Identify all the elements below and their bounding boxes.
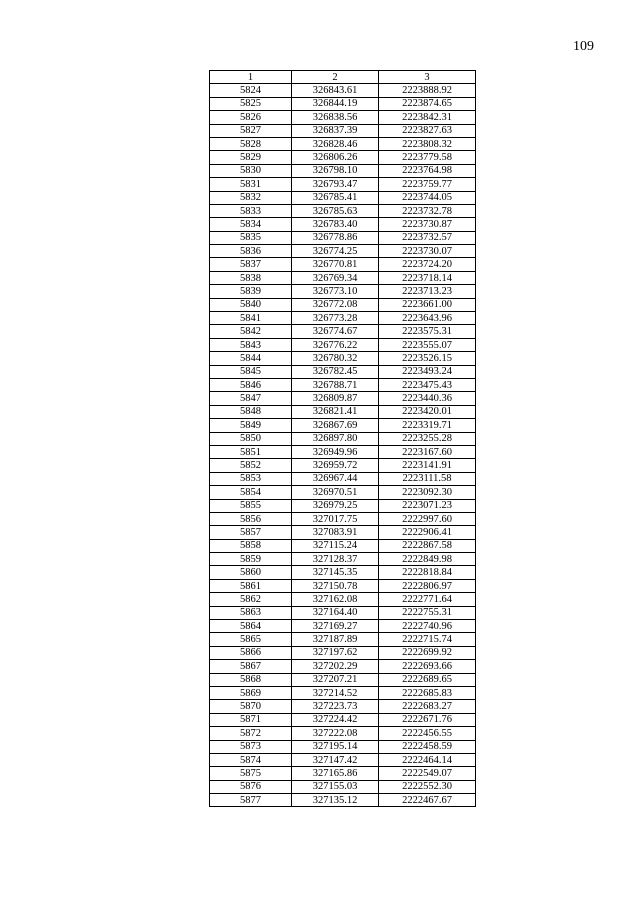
x-coordinate-cell: 326774.67: [292, 325, 379, 338]
table-row: [210, 740, 476, 753]
table-row: [210, 539, 476, 552]
table-row: [210, 137, 476, 150]
x-coordinate-cell: 327150.78: [292, 579, 379, 592]
x-coordinate-cell: 326788.71: [292, 378, 379, 391]
table-row: [210, 512, 476, 525]
table-row: [210, 767, 476, 780]
table-row: [210, 151, 476, 164]
table-row: [210, 245, 476, 258]
x-coordinate-cell: 327214.52: [292, 686, 379, 699]
y-coordinate-cell: 2223661.00: [379, 298, 476, 311]
x-coordinate-cell: 326897.80: [292, 432, 379, 445]
table-row: [210, 486, 476, 499]
x-coordinate-cell: 327145.35: [292, 566, 379, 579]
point-number-cell: 5856: [210, 512, 292, 525]
y-coordinate-cell: 2223111.58: [379, 472, 476, 485]
y-coordinate-cell: 2222552.30: [379, 780, 476, 793]
point-number-cell: 5873: [210, 740, 292, 753]
point-number-cell: 5857: [210, 526, 292, 539]
y-coordinate-cell: 2223718.14: [379, 271, 476, 284]
table-row: [210, 164, 476, 177]
y-coordinate-cell: 2223255.28: [379, 432, 476, 445]
y-coordinate-cell: 2223888.92: [379, 84, 476, 97]
x-coordinate-cell: 327164.40: [292, 606, 379, 619]
coordinates-table: [209, 70, 476, 807]
table-row: [210, 258, 476, 271]
point-number-cell: 5831: [210, 178, 292, 191]
point-number-cell: 5875: [210, 767, 292, 780]
x-coordinate-cell: 327169.27: [292, 620, 379, 633]
point-number-cell: 5849: [210, 419, 292, 432]
table-row: [210, 231, 476, 244]
column-header-2: 2: [292, 71, 379, 84]
table-row: [210, 606, 476, 619]
table-row: [210, 459, 476, 472]
point-number-cell: 5840: [210, 298, 292, 311]
table-row: [210, 646, 476, 659]
point-number-cell: 5847: [210, 392, 292, 405]
y-coordinate-cell: 2222683.27: [379, 700, 476, 713]
y-coordinate-cell: 2222464.14: [379, 753, 476, 766]
x-coordinate-cell: 326780.32: [292, 352, 379, 365]
y-coordinate-cell: 2223555.07: [379, 338, 476, 351]
table-row: [210, 271, 476, 284]
point-number-cell: 5864: [210, 620, 292, 633]
table-row: [210, 325, 476, 338]
x-coordinate-cell: 326798.10: [292, 164, 379, 177]
table-row: [210, 499, 476, 512]
y-coordinate-cell: 2223732.57: [379, 231, 476, 244]
x-coordinate-cell: 326979.25: [292, 499, 379, 512]
point-number-cell: 5858: [210, 539, 292, 552]
x-coordinate-cell: 327128.37: [292, 553, 379, 566]
table-row: [210, 553, 476, 566]
point-number-cell: 5830: [210, 164, 292, 177]
x-coordinate-cell: 326793.47: [292, 178, 379, 191]
y-coordinate-cell: 2222715.74: [379, 633, 476, 646]
point-number-cell: 5874: [210, 753, 292, 766]
point-number-cell: 5832: [210, 191, 292, 204]
x-coordinate-cell: 327017.75: [292, 512, 379, 525]
point-number-cell: 5841: [210, 312, 292, 325]
point-number-cell: 5829: [210, 151, 292, 164]
y-coordinate-cell: 2223643.96: [379, 312, 476, 325]
x-coordinate-cell: 327222.08: [292, 727, 379, 740]
x-coordinate-cell: 327147.42: [292, 753, 379, 766]
point-number-cell: 5877: [210, 794, 292, 807]
table-row: [210, 392, 476, 405]
table-header: [210, 71, 476, 84]
x-coordinate-cell: 326769.34: [292, 271, 379, 284]
table-row: [210, 365, 476, 378]
x-coordinate-cell: 326774.25: [292, 245, 379, 258]
table-row: [210, 204, 476, 217]
header-row: [210, 71, 476, 84]
x-coordinate-cell: 326785.63: [292, 204, 379, 217]
point-number-cell: 5863: [210, 606, 292, 619]
point-number-cell: 5836: [210, 245, 292, 258]
y-coordinate-cell: 2222456.55: [379, 727, 476, 740]
x-coordinate-cell: 326809.87: [292, 392, 379, 405]
y-coordinate-cell: 2223575.31: [379, 325, 476, 338]
y-coordinate-cell: 2223744.05: [379, 191, 476, 204]
x-coordinate-cell: 327207.21: [292, 673, 379, 686]
y-coordinate-cell: 2222689.65: [379, 673, 476, 686]
point-number-cell: 5842: [210, 325, 292, 338]
table-row: [210, 660, 476, 673]
y-coordinate-cell: 2222849.98: [379, 553, 476, 566]
x-coordinate-cell: 326773.28: [292, 312, 379, 325]
y-coordinate-cell: 2222755.31: [379, 606, 476, 619]
x-coordinate-cell: 326778.86: [292, 231, 379, 244]
table-row: [210, 579, 476, 592]
point-number-cell: 5845: [210, 365, 292, 378]
table-row: [210, 84, 476, 97]
table-row: [210, 794, 476, 807]
point-number-cell: 5843: [210, 338, 292, 351]
x-coordinate-cell: 326770.81: [292, 258, 379, 271]
y-coordinate-cell: 2223730.07: [379, 245, 476, 258]
point-number-cell: 5851: [210, 445, 292, 458]
table-row: [210, 378, 476, 391]
x-coordinate-cell: 327135.12: [292, 794, 379, 807]
y-coordinate-cell: 2222549.07: [379, 767, 476, 780]
point-number-cell: 5861: [210, 579, 292, 592]
table-row: [210, 686, 476, 699]
table-row: [210, 753, 476, 766]
table-row: [210, 312, 476, 325]
point-number-cell: 5838: [210, 271, 292, 284]
table-row: [210, 432, 476, 445]
y-coordinate-cell: 2222867.58: [379, 539, 476, 552]
x-coordinate-cell: 327165.86: [292, 767, 379, 780]
y-coordinate-cell: 2223167.60: [379, 445, 476, 458]
y-coordinate-cell: 2222771.64: [379, 593, 476, 606]
y-coordinate-cell: 2223759.77: [379, 178, 476, 191]
y-coordinate-cell: 2222740.96: [379, 620, 476, 633]
x-coordinate-cell: 327115.24: [292, 539, 379, 552]
y-coordinate-cell: 2222818.84: [379, 566, 476, 579]
y-coordinate-cell: 2223475.43: [379, 378, 476, 391]
x-coordinate-cell: 326828.46: [292, 137, 379, 150]
y-coordinate-cell: 2223071.23: [379, 499, 476, 512]
table-row: [210, 338, 476, 351]
point-number-cell: 5850: [210, 432, 292, 445]
column-header-3: 3: [379, 71, 476, 84]
point-number-cell: 5828: [210, 137, 292, 150]
point-number-cell: 5848: [210, 405, 292, 418]
page-number: 109: [573, 39, 594, 54]
point-number-cell: 5867: [210, 660, 292, 673]
x-coordinate-cell: 327083.91: [292, 526, 379, 539]
y-coordinate-cell: 2223779.58: [379, 151, 476, 164]
table-row: [210, 285, 476, 298]
x-coordinate-cell: 327162.08: [292, 593, 379, 606]
x-coordinate-cell: 326837.39: [292, 124, 379, 137]
table-row: [210, 111, 476, 124]
y-coordinate-cell: 2223732.78: [379, 204, 476, 217]
point-number-cell: 5839: [210, 285, 292, 298]
point-number-cell: 5834: [210, 218, 292, 231]
x-coordinate-cell: 326776.22: [292, 338, 379, 351]
table-row: [210, 419, 476, 432]
point-number-cell: 5855: [210, 499, 292, 512]
point-number-cell: 5825: [210, 97, 292, 110]
y-coordinate-cell: 2223874.65: [379, 97, 476, 110]
table-row: [210, 673, 476, 686]
x-coordinate-cell: 326967.44: [292, 472, 379, 485]
point-number-cell: 5869: [210, 686, 292, 699]
table-row: [210, 566, 476, 579]
table-row: [210, 445, 476, 458]
x-coordinate-cell: 326783.40: [292, 218, 379, 231]
table-body: [210, 84, 476, 807]
point-number-cell: 5837: [210, 258, 292, 271]
y-coordinate-cell: 2223440.36: [379, 392, 476, 405]
x-coordinate-cell: 327202.29: [292, 660, 379, 673]
x-coordinate-cell: 326949.96: [292, 445, 379, 458]
y-coordinate-cell: 2222458.59: [379, 740, 476, 753]
table-row: [210, 700, 476, 713]
y-coordinate-cell: 2222997.60: [379, 512, 476, 525]
x-coordinate-cell: 326772.08: [292, 298, 379, 311]
y-coordinate-cell: 2222699.92: [379, 646, 476, 659]
table-row: [210, 713, 476, 726]
y-coordinate-cell: 2222685.83: [379, 686, 476, 699]
table-row: [210, 352, 476, 365]
point-number-cell: 5868: [210, 673, 292, 686]
table-row: [210, 298, 476, 311]
x-coordinate-cell: 326782.45: [292, 365, 379, 378]
column-header-1: 1: [210, 71, 292, 84]
point-number-cell: 5870: [210, 700, 292, 713]
y-coordinate-cell: 2223493.24: [379, 365, 476, 378]
y-coordinate-cell: 2223764.98: [379, 164, 476, 177]
y-coordinate-cell: 2223808.32: [379, 137, 476, 150]
x-coordinate-cell: 327223.73: [292, 700, 379, 713]
x-coordinate-cell: 327155.03: [292, 780, 379, 793]
point-number-cell: 5844: [210, 352, 292, 365]
point-number-cell: 5865: [210, 633, 292, 646]
point-number-cell: 5827: [210, 124, 292, 137]
y-coordinate-cell: 2223420.01: [379, 405, 476, 418]
y-coordinate-cell: 2223730.87: [379, 218, 476, 231]
point-number-cell: 5853: [210, 472, 292, 485]
x-coordinate-cell: 326838.56: [292, 111, 379, 124]
table-row: [210, 593, 476, 606]
x-coordinate-cell: 326844.19: [292, 97, 379, 110]
y-coordinate-cell: 2223526.15: [379, 352, 476, 365]
x-coordinate-cell: 327187.89: [292, 633, 379, 646]
table-row: [210, 526, 476, 539]
table-row: [210, 620, 476, 633]
x-coordinate-cell: 327195.14: [292, 740, 379, 753]
y-coordinate-cell: 2222806.97: [379, 579, 476, 592]
table-row: [210, 191, 476, 204]
table-row: [210, 178, 476, 191]
x-coordinate-cell: 326843.61: [292, 84, 379, 97]
point-number-cell: 5833: [210, 204, 292, 217]
y-coordinate-cell: 2223141.91: [379, 459, 476, 472]
table-row: [210, 405, 476, 418]
y-coordinate-cell: 2223724.20: [379, 258, 476, 271]
point-number-cell: 5860: [210, 566, 292, 579]
x-coordinate-cell: 326867.69: [292, 419, 379, 432]
y-coordinate-cell: 2223092.30: [379, 486, 476, 499]
table-row: [210, 780, 476, 793]
table-row: [210, 472, 476, 485]
point-number-cell: 5872: [210, 727, 292, 740]
table-row: [210, 218, 476, 231]
x-coordinate-cell: 326821.41: [292, 405, 379, 418]
x-coordinate-cell: 326773.10: [292, 285, 379, 298]
table-row: [210, 97, 476, 110]
point-number-cell: 5824: [210, 84, 292, 97]
x-coordinate-cell: 326806.26: [292, 151, 379, 164]
y-coordinate-cell: 2223827.63: [379, 124, 476, 137]
x-coordinate-cell: 326959.72: [292, 459, 379, 472]
x-coordinate-cell: 327197.62: [292, 646, 379, 659]
y-coordinate-cell: 2222693.66: [379, 660, 476, 673]
point-number-cell: 5866: [210, 646, 292, 659]
table-row: [210, 727, 476, 740]
point-number-cell: 5854: [210, 486, 292, 499]
table-row: [210, 633, 476, 646]
point-number-cell: 5876: [210, 780, 292, 793]
point-number-cell: 5826: [210, 111, 292, 124]
point-number-cell: 5862: [210, 593, 292, 606]
y-coordinate-cell: 2222467.67: [379, 794, 476, 807]
point-number-cell: 5859: [210, 553, 292, 566]
point-number-cell: 5871: [210, 713, 292, 726]
point-number-cell: 5852: [210, 459, 292, 472]
x-coordinate-cell: 326970.51: [292, 486, 379, 499]
y-coordinate-cell: 2223713.23: [379, 285, 476, 298]
point-number-cell: 5846: [210, 378, 292, 391]
y-coordinate-cell: 2223319.71: [379, 419, 476, 432]
table-row: [210, 124, 476, 137]
y-coordinate-cell: 2223842.31: [379, 111, 476, 124]
point-number-cell: 5835: [210, 231, 292, 244]
y-coordinate-cell: 2222671.76: [379, 713, 476, 726]
x-coordinate-cell: 326785.41: [292, 191, 379, 204]
y-coordinate-cell: 2222906.41: [379, 526, 476, 539]
x-coordinate-cell: 327224.42: [292, 713, 379, 726]
